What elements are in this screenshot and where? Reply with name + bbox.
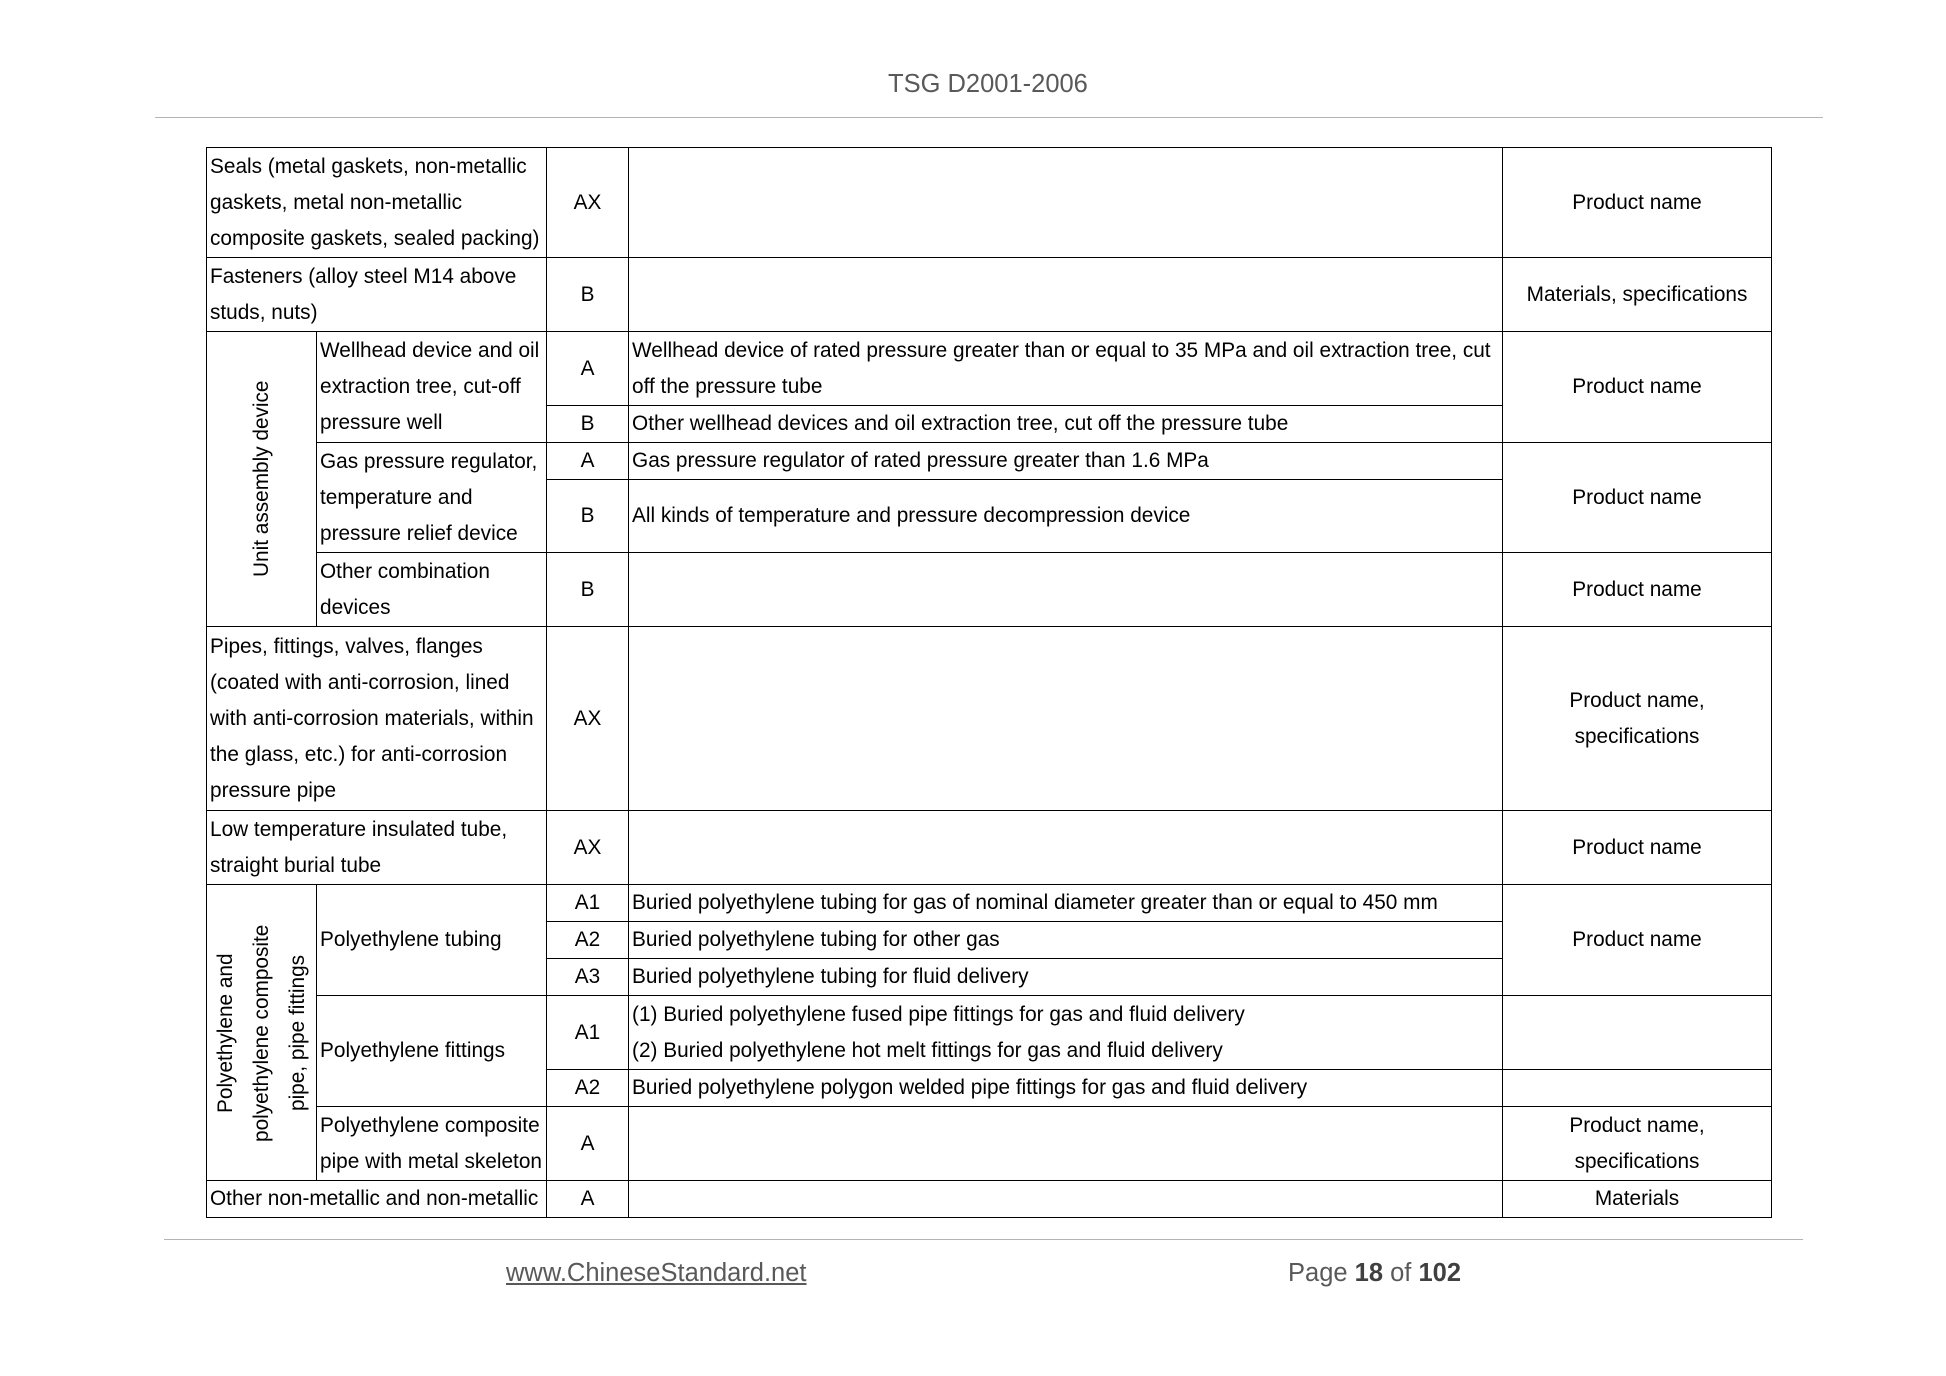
grade-cell: A3 [547,959,629,996]
scope-cell [629,1181,1503,1218]
total-pages: 102 [1418,1259,1462,1287]
grade-cell: A [547,332,629,406]
scope-cell [629,553,1503,627]
scope-line: (2) Buried polyethylene hot melt fittings for gas and fluid delivery [632,1038,1223,1062]
table-row [207,627,1772,811]
item-cell: Seals (metal gaskets, non-metallic gaskets, metal non-metallic composite gaskets, sealed packing) [207,148,547,258]
marking-cell [1503,1070,1772,1107]
subitem-cell: Polyethylene tubing [317,885,547,996]
scope-cell: Buried polyethylene tubing for gas of nominal diameter greater than or equal to 450 mm [629,885,1503,922]
item-cell: Other non-metallic and non-metallic [207,1181,547,1218]
item-cell: Fasteners (alloy steel M14 above studs, nuts) [207,258,547,332]
scope-cell [629,811,1503,885]
grade-cell: A [547,1107,629,1181]
grade-cell: AX [547,148,629,258]
scope-cell [629,258,1503,332]
scope-cell [629,627,1503,811]
category-cell [207,885,317,1181]
marking-cell: Product name [1503,148,1772,258]
grade-cell: A2 [547,1070,629,1107]
marking-cell: Product name [1503,443,1772,553]
grade-cell: B [547,406,629,443]
subitem-cell: Polyethylene composite pipe with metal skeleton [317,1107,547,1181]
category-cell [207,332,317,627]
scope-cell: Buried polyethylene tubing for fluid delivery [629,959,1503,996]
table-row [207,1181,1772,1218]
grade-cell: B [547,480,629,553]
table-row [207,1107,1772,1181]
table-row [207,148,1772,258]
marking-cell: Materials [1503,1181,1772,1218]
category-label: Polyethylene and polyethylene composite pipe, pipe fittings [213,923,309,1142]
table-row [207,332,1772,406]
table-row [207,443,1772,480]
current-page: 18 [1354,1259,1384,1287]
category-label: Unit assembly device [249,380,273,578]
scope-line: (1) Buried polyethylene fused pipe fittings for gas and fluid delivery [632,1002,1245,1026]
marking-cell: Materials, specifications [1503,258,1772,332]
marking-cell [1503,996,1772,1070]
scope-cell: Wellhead device of rated pressure greater than or equal to 35 MPa and oil extraction tree, cut off the pressure tube [629,332,1503,406]
subitem-cell: Wellhead device and oil extraction tree, cut-off pressure well [317,332,547,443]
table-row [207,553,1772,627]
table-row [207,996,1772,1070]
page-of-label: of [1390,1259,1412,1287]
marking-cell: Product name [1503,885,1772,996]
scope-cell: Other wellhead devices and oil extraction tree, cut off the pressure tube [629,406,1503,443]
scope-cell [629,1107,1503,1181]
grade-cell: B [547,258,629,332]
table-row [207,811,1772,885]
header-divider [155,117,1823,118]
marking-cell: Product name, specifications [1503,1107,1772,1181]
grade-cell: A1 [547,996,629,1070]
grade-cell: AX [547,627,629,811]
page-label: Page [1288,1259,1348,1287]
marking-cell: Product name [1503,332,1772,443]
table-body [207,148,1772,1218]
grade-cell: A [547,1181,629,1218]
scope-cell: Gas pressure regulator of rated pressure greater than 1.6 MPa [629,443,1503,480]
grade-cell: AX [547,811,629,885]
scope-cell: Buried polyethylene tubing for other gas [629,922,1503,959]
scope-cell: Buried polyethylene polygon welded pipe fittings for gas and fluid delivery [629,1070,1503,1107]
website-link[interactable]: www.ChineseStandard.net [506,1259,807,1287]
grade-cell: B [547,553,629,627]
item-cell: Pipes, fittings, valves, flanges (coated with anti-corrosion, lined with anti-corrosion materials, within the glass, etc.) for anti-corrosion pressure pipe [207,627,547,811]
page-number [1288,1257,1461,1289]
table-row [207,258,1772,332]
grade-cell: A [547,443,629,480]
marking-cell: Product name [1503,553,1772,627]
footer-divider [164,1239,1803,1240]
marking-cell: Product name, specifications [1503,627,1772,811]
table-row [207,885,1772,922]
scope-cell: All kinds of temperature and pressure decompression device [629,480,1503,553]
item-cell: Low temperature insulated tube, straight burial tube [207,811,547,885]
product-marking-table [206,147,1772,1218]
grade-cell: A1 [547,885,629,922]
scope-cell [629,996,1503,1070]
subitem-cell: Gas pressure regulator, temperature and pressure relief device [317,443,547,553]
marking-cell: Product name [1503,811,1772,885]
grade-cell: A2 [547,922,629,959]
scope-cell [629,148,1503,258]
subitem-cell: Other combination devices [317,553,547,627]
document-header-title: TSG D2001-2006 [888,70,1088,98]
subitem-cell: Polyethylene fittings [317,996,547,1107]
